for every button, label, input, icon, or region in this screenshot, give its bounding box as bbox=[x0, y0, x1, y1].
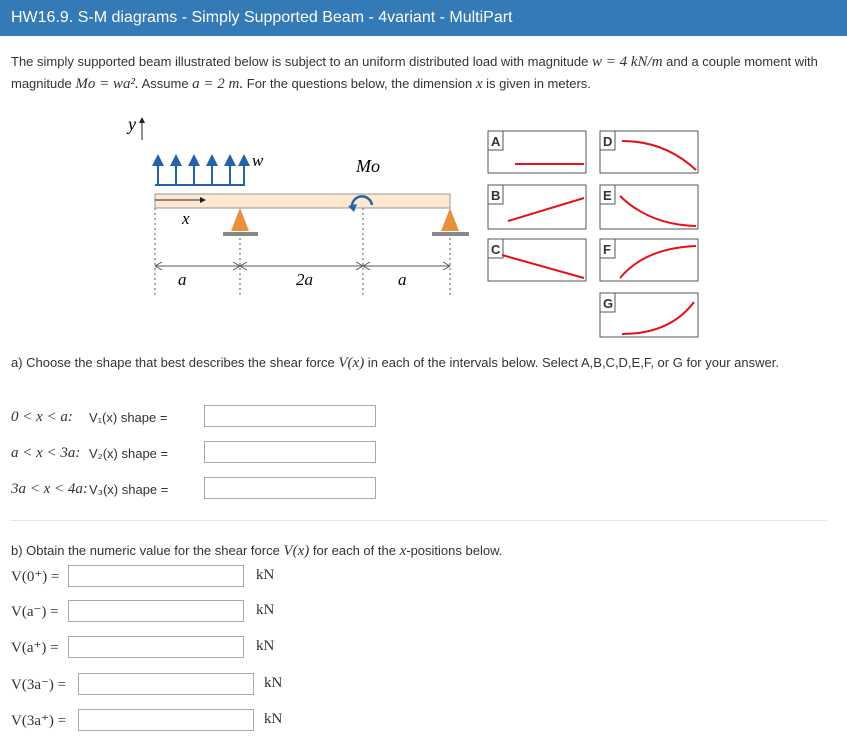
option-box-g bbox=[600, 293, 698, 337]
va-plus-unit: kN bbox=[256, 638, 275, 654]
pin-support bbox=[223, 208, 258, 236]
dim-label-a-right: a bbox=[398, 270, 407, 289]
va-plus-label: V(a⁺) = bbox=[11, 640, 59, 656]
intro-text-4: For the questions below, the dimension bbox=[243, 76, 476, 91]
option-box-a bbox=[488, 131, 586, 173]
part-a-row-3: 3a < x < 4a: V₃(x) shape = bbox=[11, 480, 169, 497]
v0plus-label: V(0⁺) = bbox=[11, 569, 60, 585]
v1-shape-input[interactable] bbox=[204, 405, 376, 427]
svg-text:E: E bbox=[603, 188, 612, 203]
roller-support bbox=[432, 208, 469, 236]
va-plus-input[interactable] bbox=[68, 636, 244, 658]
svg-text:B: B bbox=[491, 188, 501, 203]
problem-statement bbox=[11, 51, 831, 95]
v3a-minus-input[interactable] bbox=[78, 673, 254, 695]
svg-text:F: F bbox=[603, 242, 611, 257]
option-box-d bbox=[600, 131, 698, 173]
page-header: HW16.9. S-M diagrams - Simply Supported Beam - 4variant - MultiPart bbox=[0, 0, 847, 36]
dim-label-a-left: a bbox=[178, 270, 187, 289]
v3a-minus-unit: kN bbox=[264, 675, 283, 691]
intro-text-1: The simply supported beam illustrated below is subject to an uniform distributed load with magnitude bbox=[11, 54, 592, 69]
part-a-row-2: a < x < 3a: V₂(x) shape = bbox=[11, 444, 169, 461]
intro-text-5: is given in meters. bbox=[482, 76, 591, 91]
va-minus-label: V(a⁻) = bbox=[11, 604, 59, 620]
svg-text:D: D bbox=[603, 134, 613, 149]
svg-text:A: A bbox=[491, 134, 501, 149]
v2-shape-input[interactable] bbox=[204, 441, 376, 463]
x-label: x bbox=[182, 209, 190, 228]
intro-text-3: Assume bbox=[138, 76, 193, 91]
beam bbox=[155, 194, 450, 208]
v0plus-input[interactable] bbox=[68, 565, 244, 587]
moment-label: Mo bbox=[356, 156, 380, 176]
intro-math-mo: Mo = wa². bbox=[75, 76, 139, 92]
va-minus-unit: kN bbox=[256, 602, 275, 618]
intro-math-a: a = 2 m. bbox=[192, 76, 244, 92]
v0plus-unit: kN bbox=[256, 567, 275, 583]
option-box-c bbox=[488, 239, 586, 281]
intro-math-x: x bbox=[475, 76, 483, 92]
dim-label-2a: 2a bbox=[296, 270, 313, 289]
v3a-plus-unit: kN bbox=[264, 711, 283, 727]
intro-text-2: and a couple moment with magnitude bbox=[11, 54, 818, 91]
load-label-w: w bbox=[252, 151, 264, 170]
option-box-f bbox=[600, 239, 698, 281]
y-axis-label: y bbox=[128, 114, 136, 134]
part-a-row-1: 0 < x < a: V₁(x) shape = bbox=[11, 408, 168, 425]
option-box-e bbox=[600, 185, 698, 229]
va-minus-input[interactable] bbox=[68, 600, 244, 622]
v3-shape-input[interactable] bbox=[204, 477, 376, 499]
v3a-plus-label: V(3a⁺) = bbox=[11, 713, 67, 729]
beam-figure bbox=[110, 108, 730, 340]
part-a-question: a) Choose the shape that best describes the shear force V(x) in each of the intervals below. Select A,B,C,D,E,F, or G for your answer. bbox=[11, 355, 779, 371]
svg-text:G: G bbox=[603, 296, 614, 311]
section-divider bbox=[11, 520, 827, 521]
v3a-plus-input[interactable] bbox=[78, 709, 254, 731]
svg-text:C: C bbox=[491, 242, 501, 257]
v3a-minus-label: V(3a⁻) = bbox=[11, 677, 67, 693]
intro-math-w: w = 4 kN/m bbox=[591, 54, 663, 70]
part-b-question: b) Obtain the numeric value for the shear force V(x) for each of the x-positions below. bbox=[11, 543, 503, 559]
option-box-b bbox=[488, 185, 586, 229]
distributed-load bbox=[155, 160, 245, 186]
